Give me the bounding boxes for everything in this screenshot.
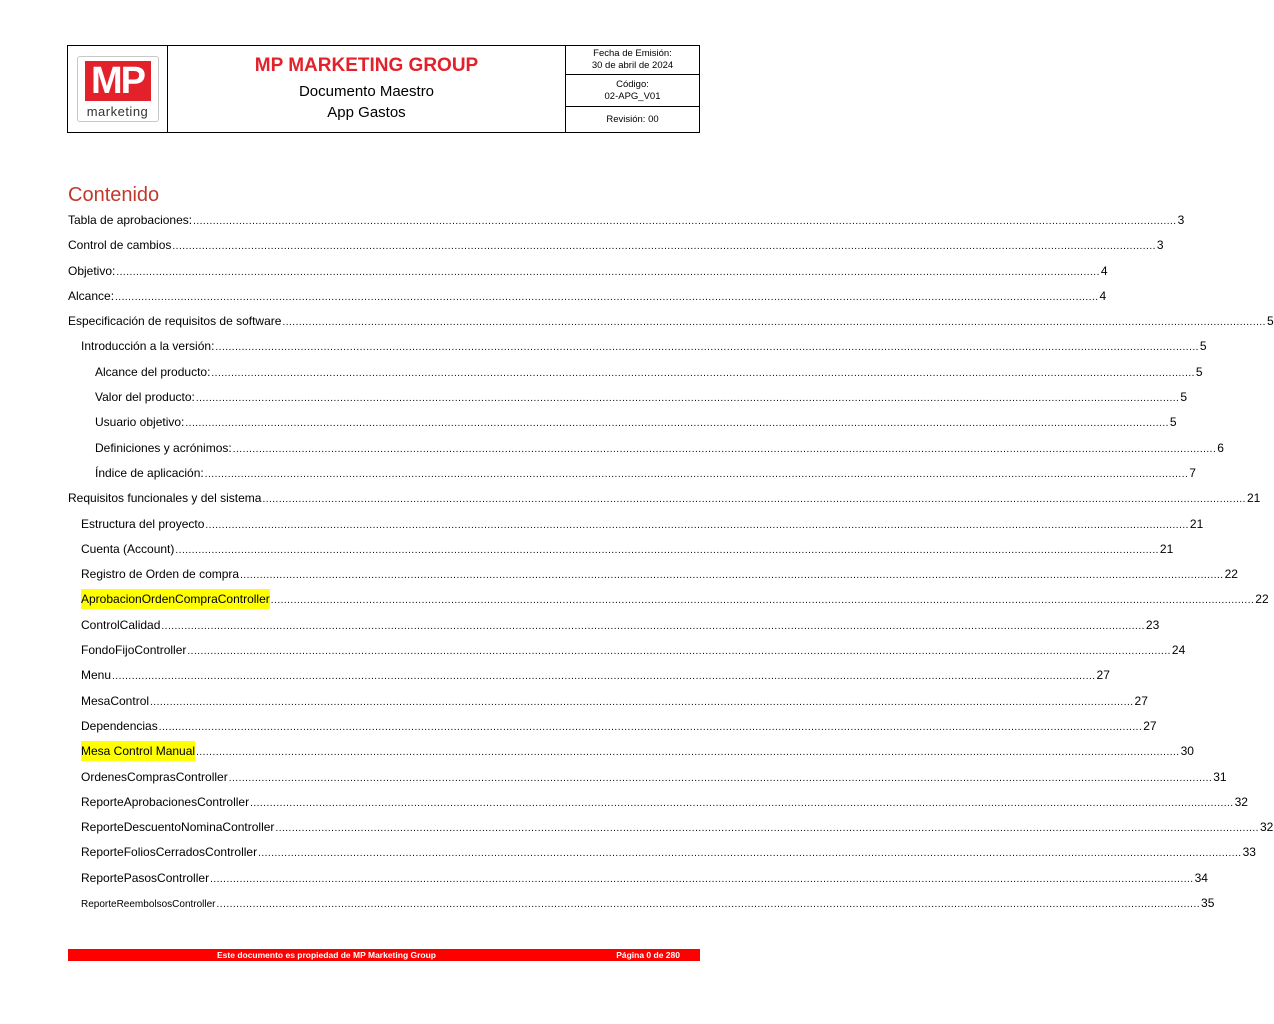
logo-wordmark: marketing — [86, 104, 149, 119]
toc-entry[interactable] — [68, 438, 1224, 463]
toc-entry[interactable] — [68, 514, 1204, 539]
toc-entry-label: AprobacionOrdenCompraController — [81, 589, 270, 609]
toc-entry-label: ReporteAprobacionesController — [81, 794, 250, 809]
toc-leader-dots: ............................................................................................................................................................................................................................................................................................................ — [115, 291, 1099, 303]
toc-leader-dots: ............................................................................................................................................................................................................................................................................................................ — [196, 747, 1180, 759]
toc-entry-label: Menu — [81, 668, 112, 683]
logo-cell — [68, 46, 168, 132]
document-type: Documento Maestro — [298, 83, 435, 100]
toc-leader-dots: ............................................................................................................................................................................................................................................................................................................ — [158, 721, 1143, 733]
toc-entry-page: 32 — [1259, 820, 1274, 835]
toc-leader-dots: ............................................................................................................................................................................................................................................................................................................ — [228, 772, 1213, 784]
toc-entry[interactable] — [68, 691, 1148, 716]
toc-entry[interactable] — [68, 615, 1160, 640]
toc-entry-label: Alcance: — [68, 288, 115, 303]
toc-entry-page: 4 — [1099, 288, 1107, 303]
toc-entry[interactable] — [68, 387, 1188, 412]
title-cell — [168, 46, 566, 132]
toc-entry-label: Alcance del producto: — [95, 364, 211, 379]
toc-entry-page: 5 — [1180, 390, 1188, 405]
ownership-notice: Este documento es propiedad de MP Marketing Group — [217, 950, 436, 960]
toc-entry-label: Objetivo: — [68, 263, 116, 278]
toc-title: Contenido — [68, 184, 160, 206]
toc-entry-page: 5 — [1195, 364, 1203, 379]
toc-entry[interactable] — [68, 261, 1108, 286]
table-of-contents — [68, 210, 1274, 918]
toc-entry-page: 21 — [1159, 541, 1174, 556]
toc-entry[interactable] — [68, 539, 1174, 564]
toc-entry[interactable] — [68, 817, 1274, 842]
toc-leader-dots: ............................................................................................................................................................................................................................................................................................................ — [185, 418, 1169, 430]
toc-entry-label: Registro de Orden de compra — [81, 567, 240, 582]
toc-entry[interactable] — [68, 792, 1248, 817]
toc-entry[interactable] — [68, 488, 1261, 513]
toc-entry-label: Dependencias — [81, 718, 158, 733]
toc-entry-label: Tabla de aprobaciones: — [68, 213, 193, 227]
toc-entry-label: ReporteReembolsosController — [81, 899, 216, 911]
code-row — [566, 75, 699, 107]
toc-entry[interactable] — [68, 235, 1164, 260]
toc-leader-dots: ............................................................................................................................................................................................................................................................................................................ — [116, 266, 1100, 278]
toc-entry[interactable] — [68, 336, 1207, 361]
toc-entry-page: 31 — [1213, 769, 1227, 784]
toc-entry-page: 27 — [1134, 693, 1148, 708]
metadata-cell — [566, 46, 699, 132]
toc-leader-dots: ............................................................................................................................................................................................................................................................................................................ — [275, 823, 1259, 835]
toc-entry-page: 27 — [1143, 718, 1157, 733]
toc-leader-dots: ............................................................................................................................................................................................................................................................................................................ — [210, 873, 1194, 885]
toc-leader-dots: ............................................................................................................................................................................................................................................................................................................ — [161, 620, 1145, 632]
toc-entry[interactable] — [68, 868, 1208, 893]
toc-entry-page: 21 — [1246, 491, 1261, 506]
toc-leader-dots: ............................................................................................................................................................................................................................................................................................................ — [232, 443, 1217, 455]
toc-leader-dots: ............................................................................................................................................................................................................................................................................................................ — [150, 696, 1134, 708]
toc-entry-label: Control de cambios — [68, 238, 172, 253]
toc-entry-label: ReportePasosController — [81, 870, 210, 885]
toc-entry-label: OrdenesComprasController — [81, 769, 228, 784]
code-label: Código: — [616, 78, 649, 90]
toc-leader-dots: ............................................................................................................................................................................................................................................................................................................ — [187, 646, 1171, 658]
toc-entry-page: 3 — [1156, 238, 1164, 253]
toc-entry[interactable] — [68, 362, 1203, 387]
company-name: MP MARKETING GROUP — [254, 55, 479, 76]
toc-entry-page: 7 — [1189, 465, 1196, 480]
toc-leader-dots: ............................................................................................................................................................................................................................................................................................................ — [193, 216, 1177, 227]
revision-row — [566, 107, 699, 132]
toc-entry[interactable] — [68, 286, 1107, 311]
revision-value: Revisión: 00 — [606, 113, 659, 125]
toc-entry-page: 33 — [1242, 845, 1256, 860]
toc-entry-label: MesaControl — [81, 693, 150, 708]
document-header — [67, 45, 700, 133]
toc-leader-dots: ............................................................................................................................................................................................................................................................................................................ — [240, 570, 1224, 582]
toc-entry-label: ControlCalidad — [81, 617, 161, 632]
toc-entry[interactable] — [68, 842, 1256, 867]
toc-entry-page: 23 — [1145, 617, 1160, 632]
toc-entry-label: Estructura del proyecto — [81, 516, 205, 531]
toc-entry-label: Valor del producto: — [95, 390, 195, 405]
toc-entry-page: 27 — [1096, 668, 1110, 683]
toc-entry[interactable] — [68, 665, 1110, 690]
toc-entry[interactable] — [68, 311, 1274, 336]
toc-entry[interactable] — [68, 716, 1157, 741]
toc-leader-dots: ............................................................................................................................................................................................................................................................................................................ — [204, 468, 1189, 480]
page-footer — [68, 949, 700, 961]
toc-entry-page: 6 — [1217, 440, 1224, 455]
code-value: 02-APG_V01 — [604, 90, 661, 102]
toc-entry-page: 3 — [1177, 213, 1185, 227]
toc-entry-label: Requisitos funcionales y del sistema — [68, 491, 262, 506]
toc-entry[interactable] — [68, 767, 1227, 792]
toc-entry-page: 4 — [1100, 263, 1108, 278]
toc-leader-dots: ............................................................................................................................................................................................................................................................................................................ — [262, 494, 1246, 506]
toc-entry-label: FondoFijoController — [81, 643, 187, 658]
toc-entry-label: Especificación de requisitos de software — [68, 314, 282, 329]
toc-entry[interactable] — [68, 210, 1185, 235]
toc-entry-page: 21 — [1189, 516, 1204, 531]
toc-entry-page: 5 — [1266, 314, 1274, 329]
toc-leader-dots: ............................................................................................................................................................................................................................................................................................................ — [250, 797, 1234, 809]
toc-entry-label: Definiciones y acrónimos: — [95, 440, 232, 455]
emission-label: Fecha de Emisión: — [593, 48, 672, 59]
toc-entry-label: Usuario objetivo: — [95, 415, 185, 430]
toc-entry[interactable] — [68, 589, 1269, 614]
toc-entry[interactable] — [68, 640, 1186, 665]
toc-entry-label: ReporteDescuentoNominaController — [81, 820, 275, 835]
toc-leader-dots: ............................................................................................................................................................................................................................................................................................................ — [211, 367, 1195, 379]
toc-leader-dots: ............................................................................................................................................................................................................................................................................................................ — [172, 241, 1156, 253]
toc-entry-label: ReporteFoliosCerradosController — [81, 845, 258, 860]
logo-mark: MP — [85, 61, 151, 101]
toc-leader-dots: ............................................................................................................................................................................................................................................................................................................ — [112, 671, 1096, 683]
company-logo — [77, 56, 159, 122]
toc-entry[interactable] — [68, 564, 1238, 589]
toc-entry-page: 5 — [1169, 415, 1177, 430]
toc-entry-label: Introducción a la versión: — [81, 339, 215, 354]
toc-leader-dots: ............................................................................................................................................................................................................................................................................................................ — [270, 595, 1255, 607]
toc-entry-page: 35 — [1201, 896, 1215, 911]
toc-entry-page: 30 — [1180, 744, 1194, 759]
page-number: Página 0 de 280 — [616, 950, 680, 960]
toc-entry-page: 5 — [1199, 339, 1207, 354]
toc-entry-page: 32 — [1234, 794, 1248, 809]
toc-entry[interactable] — [68, 463, 1196, 488]
toc-entry[interactable] — [68, 741, 1194, 766]
toc-entry-page: 24 — [1171, 643, 1186, 658]
emission-date: 30 de abril de 2024 — [591, 60, 674, 71]
toc-leader-dots: ............................................................................................................................................................................................................................................................................................................ — [175, 544, 1159, 556]
toc-entry-label: Cuenta (Account) — [81, 541, 175, 556]
toc-entry[interactable] — [68, 412, 1177, 437]
toc-entry[interactable] — [68, 893, 1215, 918]
document-name: App Gastos — [327, 104, 406, 121]
toc-entry-page: 22 — [1255, 592, 1269, 607]
toc-entry-page: 22 — [1224, 567, 1238, 582]
toc-leader-dots: ............................................................................................................................................................................................................................................................................................................ — [282, 317, 1266, 329]
toc-entry-label: Índice de aplicación: — [95, 465, 204, 480]
toc-entry-label: Mesa Control Manual — [81, 741, 195, 761]
emission-row — [566, 46, 699, 75]
toc-leader-dots: ............................................................................................................................................................................................................................................................................................................ — [216, 899, 1201, 911]
toc-entry-page: 34 — [1194, 870, 1208, 885]
toc-leader-dots: ............................................................................................................................................................................................................................................................................................................ — [215, 342, 1199, 354]
toc-leader-dots: ............................................................................................................................................................................................................................................................................................................ — [195, 393, 1180, 405]
toc-leader-dots: ............................................................................................................................................................................................................................................................................................................ — [258, 848, 1242, 860]
toc-leader-dots: ............................................................................................................................................................................................................................................................................................................ — [205, 519, 1189, 531]
